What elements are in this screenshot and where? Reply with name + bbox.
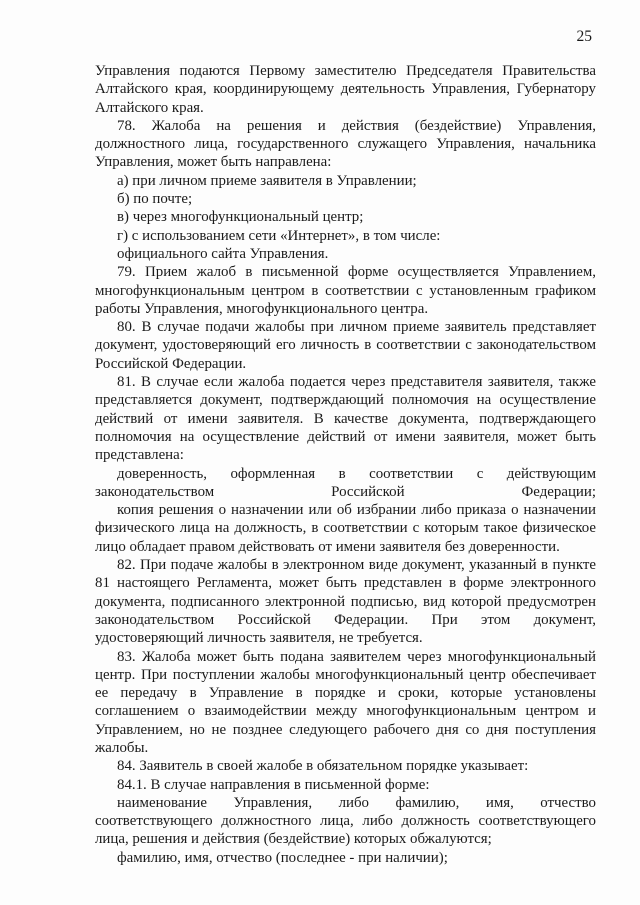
paragraph-84-1: 84.1. В случае направления в письменной форме:: [117, 776, 430, 793]
document-body: [95, 62, 596, 867]
list-item-name-of-body: наименование Управления, либо фамилию, имя, отчество соответствующего должностного лица, либо должность соответствующего лица, решения и действия (бездействие) которых обжалуются;: [95, 794, 596, 848]
paragraph-78: 78. Жалоба на решения и действия (бездействие) Управления, должностного лица, государственного служащего Управления, начальника Управления, может быть направлена:: [95, 117, 596, 171]
paragraph-83: 83. Жалоба может быть подана заявителем через многофункциональный центр. При поступлении жалобы многофункциональный центр обеспечивает ее передачу в Управление в порядке и сроки, которые установлены соглашением о взаимодействии между многофункциональным центром и Управлением, но не позднее следующего рабочего дня со дня поступления жалобы.: [95, 648, 596, 756]
list-item-site: официального сайта Управления.: [117, 245, 329, 262]
list-item-g: г) с использованием сети «Интернет», в том числе:: [117, 227, 441, 244]
list-item-v: в) через многофункциональный центр;: [117, 209, 364, 226]
paragraph-81: 81. В случае если жалоба подается через представителя заявителя, также представляется документ, подтверждающий полномочия на осуществление действий от имени заявителя. В качестве документа, подтверждающего полномочия на осуществление действий от имени заявителя, может быть представлена:: [95, 374, 596, 464]
paragraph-80: 80. В случае подачи жалобы при личном приеме заявитель представляет документ, удостоверяющий его личность в соответствии с законодательством Российской Федерации.: [95, 319, 596, 372]
paragraph-84: 84. Заявитель в своей жалобе в обязательном порядке указывает:: [117, 758, 529, 775]
list-item-appointment-copy: копия решения о назначении или об избрании либо приказа о назначении физического лица на должность, в соответствии с которым такое физическое лицо обладает правом действовать от имени заявителя без доверенности.: [95, 502, 596, 555]
paragraph-79: 79. Прием жалоб в письменной форме осуществляется Управлением, многофункциональным центром в соответствии с установленным графиком работы Управления, многофункционального центра.: [95, 264, 596, 317]
list-item-power-of-attorney: доверенность, оформленная в соответствии с действующим законодательством Российской Федерации;: [95, 465, 596, 500]
list-item-a: а) при личном приеме заявителя в Управлении;: [117, 172, 417, 189]
list-item-b: б) по почте;: [117, 191, 193, 208]
page-number: 25: [576, 28, 592, 45]
paragraph-continuation: Управления подаются Первому заместителю Председателя Правительства Алтайского края, координирующему деятельность Управления, Губернатору Алтайского края.: [95, 63, 596, 116]
paragraph-82: 82. При подаче жалобы в электронном виде документ, указанный в пункте 81 настоящего Регламента, может быть представлен в форме электронного документа, подписанного электронной подписью, вид которой предусмотрен законодательством Российской Федерации. При этом документ, удостоверяющий личность заявителя, не требуется.: [95, 557, 596, 647]
list-item-full-name: фамилию, имя, отчество (последнее - при наличии);: [117, 849, 448, 866]
